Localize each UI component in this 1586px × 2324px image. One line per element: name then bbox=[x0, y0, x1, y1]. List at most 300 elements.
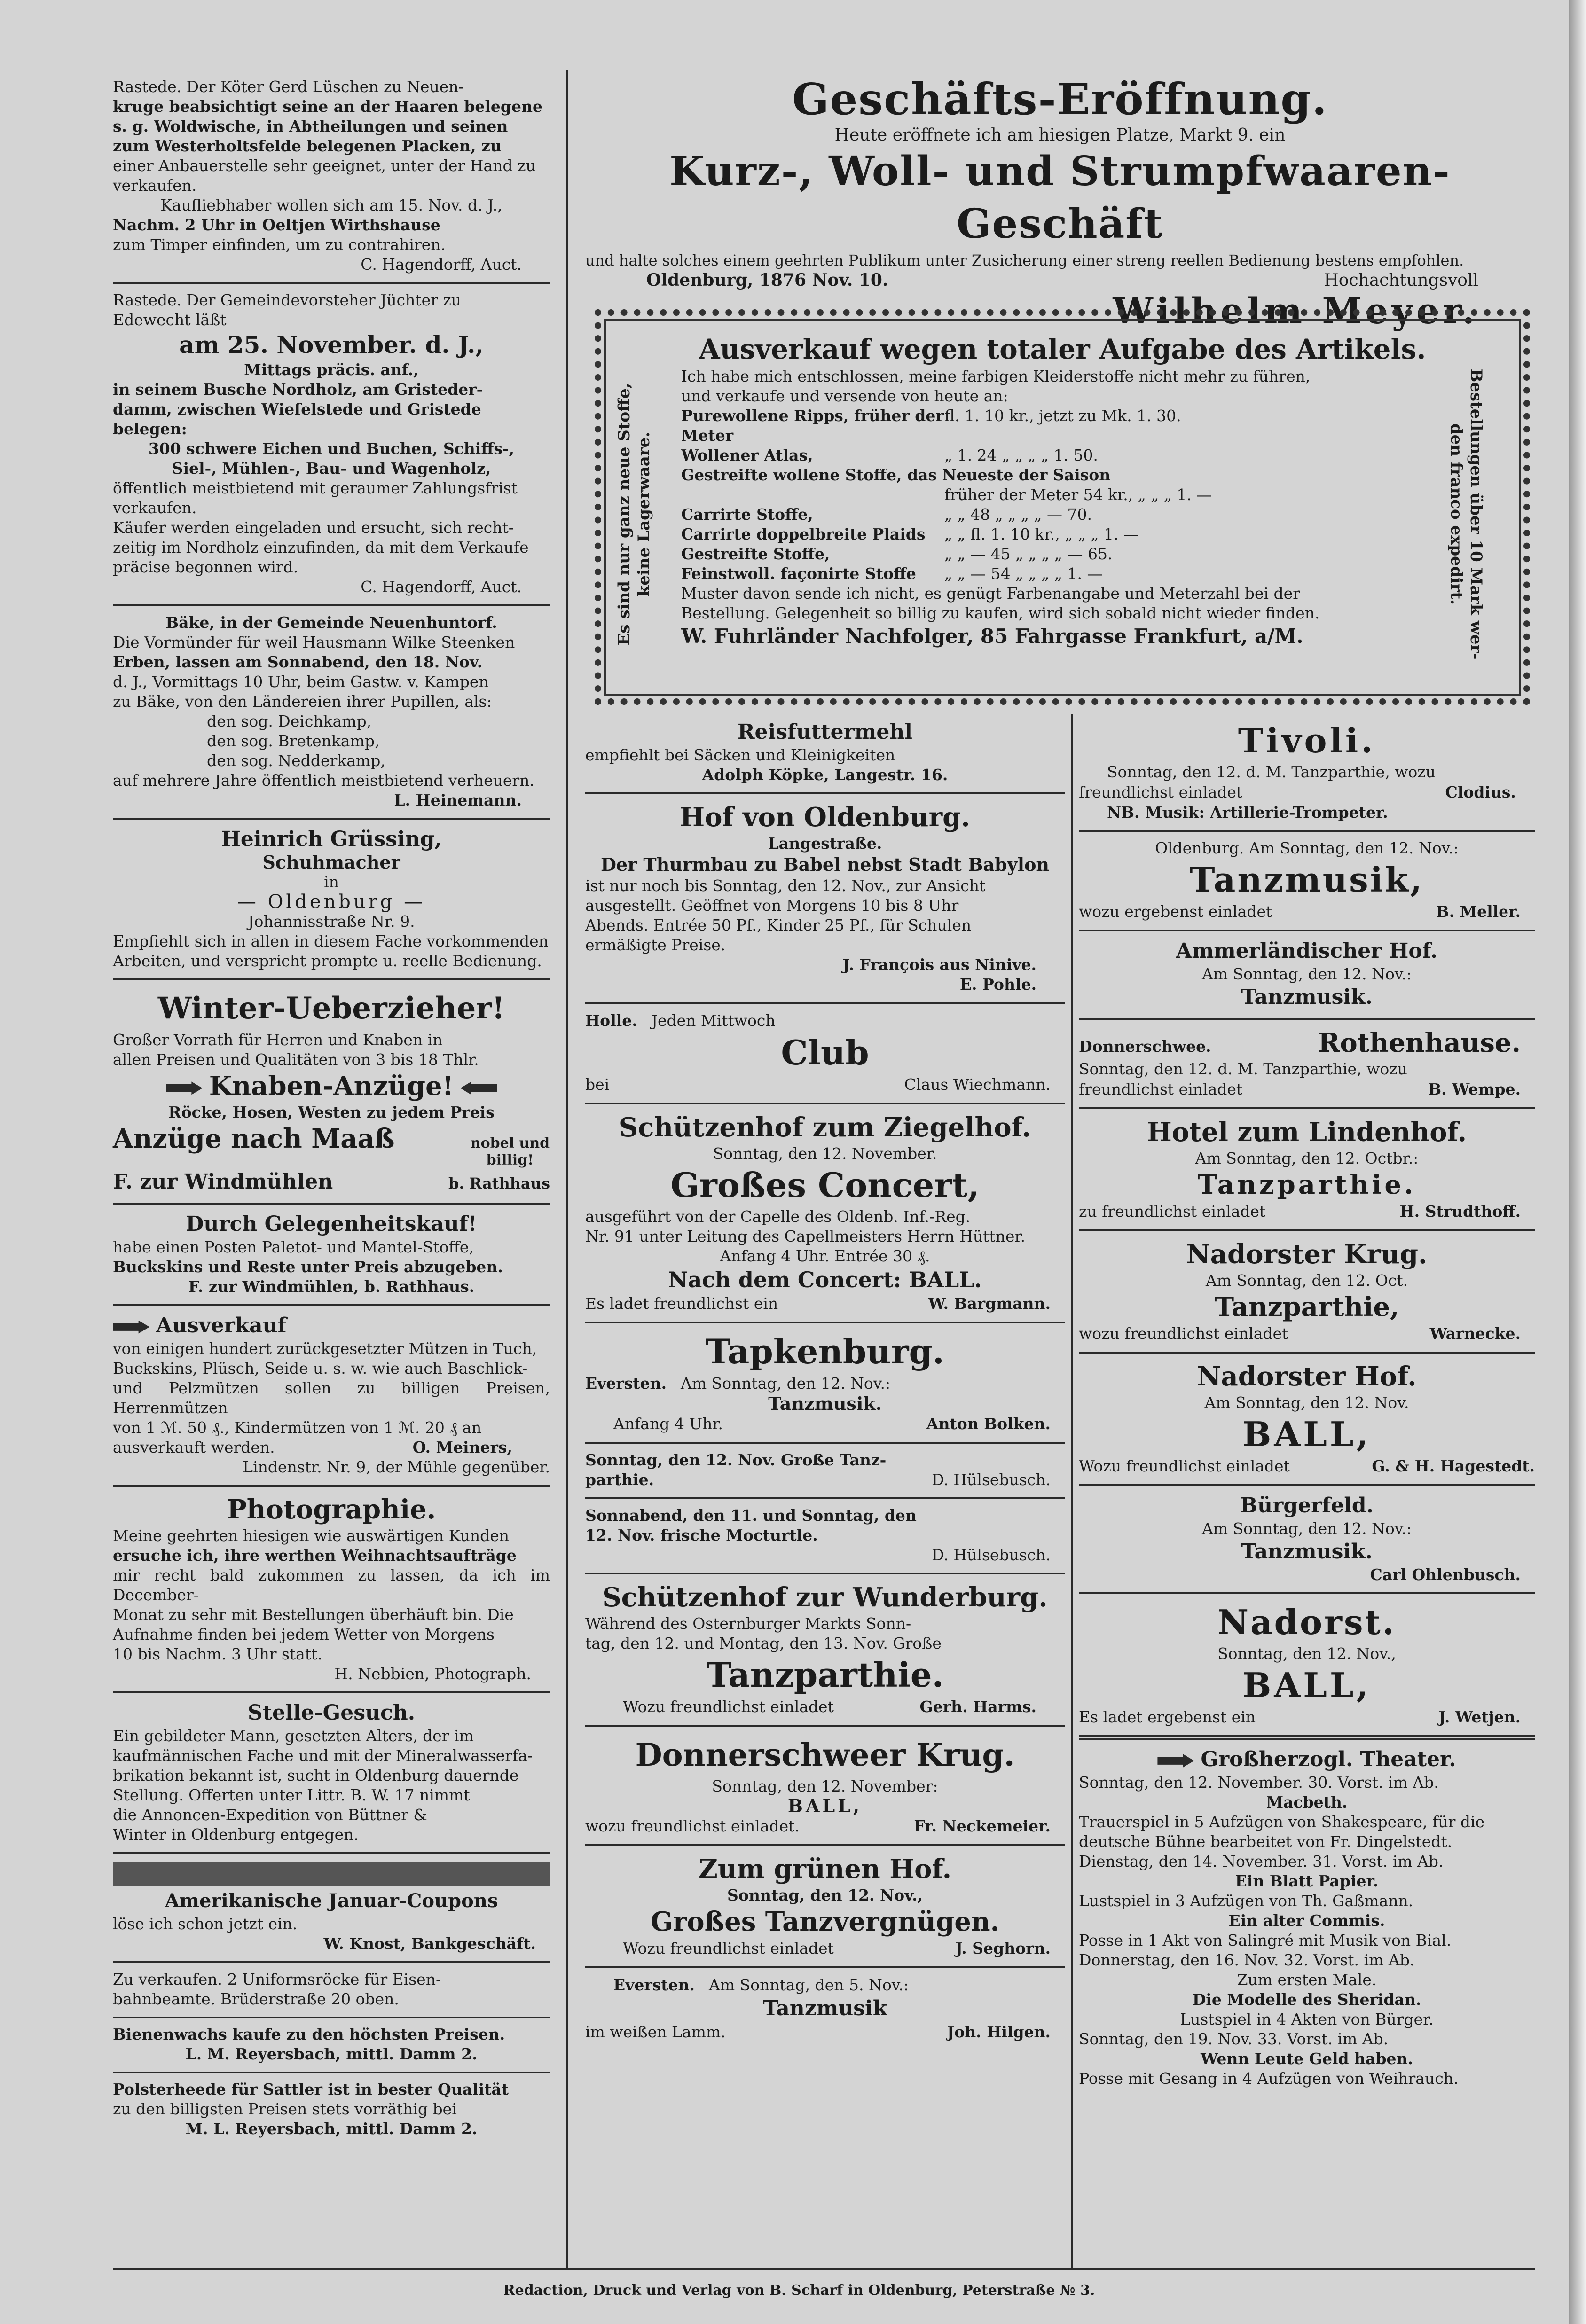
ad-row bbox=[1079, 1079, 1535, 1100]
text-line: von einigen hundert zurückgesetzter Mützen in Tuch, bbox=[113, 1339, 537, 1358]
signature: D. Hülsebusch. bbox=[932, 1546, 1051, 1564]
text-line: löse ich schon jetzt ein. bbox=[113, 1915, 298, 1933]
ad-row bbox=[585, 1414, 1065, 1434]
signature: L. Heinemann. bbox=[394, 791, 522, 809]
place: Eversten. bbox=[613, 1976, 695, 1994]
text-line: Muster davon sende ich nicht, es genügt Farbenangabe und Meterzahl bei der bbox=[681, 584, 1300, 603]
firm-name: F. zur Windmühlen bbox=[113, 1170, 333, 1194]
text-line: Arbeiten, und verspricht prompte u. reelle Bedienung. bbox=[113, 952, 542, 970]
signature: G. & H. Hagestedt. bbox=[1372, 1457, 1535, 1475]
ad-row bbox=[585, 1938, 1065, 1959]
play-title: Die Modelle des Sheridan. bbox=[1192, 1990, 1421, 2009]
text-line: Sonntag, den 12. d. M. Tanzparthie, wozu bbox=[1079, 1060, 1407, 1078]
signature: B. Meller. bbox=[1436, 902, 1521, 921]
ball: Nach dem Concert: BALL. bbox=[668, 1267, 982, 1292]
signature: H. Strudthoff. bbox=[1399, 1202, 1521, 1221]
ad-row bbox=[585, 1975, 1065, 1995]
text-line: empfiehlt bei Säcken und Kleinigkeiten bbox=[585, 746, 895, 764]
ad-headline: Großes Tanzvergnügen. bbox=[650, 1906, 1000, 1937]
ad-title: Amerikanische Januar-Coupons bbox=[165, 1890, 498, 1912]
ad-row bbox=[585, 1010, 1065, 1031]
item-price: „ „ 48 „ „ „ „ — 70. bbox=[944, 505, 1092, 524]
ad-headline: BALL, bbox=[1242, 1665, 1371, 1705]
text-line: ermäßigte Preise. bbox=[585, 936, 726, 954]
text-line: Rastede. Der Gemeindevorsteher Jüchter zu bbox=[113, 291, 462, 309]
signature: Warnecke. bbox=[1429, 1324, 1521, 1343]
item-price: „ 1. 24 „ „ „ „ 1. 50. bbox=[944, 446, 1098, 464]
ad-headline: Tanzmusik. bbox=[1241, 985, 1373, 1009]
ad-uniforms bbox=[113, 1963, 550, 2018]
ad-club bbox=[585, 1004, 1065, 1104]
column-rule-left bbox=[566, 70, 568, 2270]
text-line: zu den billigsten Preisen stets vorräthig bei bbox=[113, 2100, 457, 2118]
text-line: Kaufliebhaber wollen sich am 15. Nov. d. J., bbox=[160, 196, 502, 214]
ad-title: Heinrich Grüssing, bbox=[221, 827, 442, 851]
text-line: Am Sonntag, den 12. Nov.: bbox=[1201, 965, 1412, 983]
ad-wunderburg bbox=[585, 1574, 1065, 1727]
text-line: tag, den 12. und Montag, den 13. Nov. Große bbox=[585, 1634, 942, 1652]
item-name: Purewollene Ripps, früher der Meter bbox=[681, 407, 944, 445]
ad-buergerfeld bbox=[1079, 1486, 1535, 1594]
ad-title: Donnerschweer Krug. bbox=[635, 1737, 1015, 1773]
title-text: Ausverkauf bbox=[156, 1314, 287, 1338]
text-line: mir recht bald zukommen zu lassen, da ich im December- bbox=[113, 1566, 550, 1604]
item-name: Gestreifte Stoffe, bbox=[681, 545, 830, 563]
text-line: Winter in Oldenburg entgegen. bbox=[113, 1825, 359, 1844]
ad-title: Rothenhause. bbox=[1318, 1027, 1521, 1058]
ad-donnerschweer-krug bbox=[585, 1727, 1065, 1846]
price-list bbox=[629, 406, 1495, 584]
play-title: Wenn Leute Geld haben. bbox=[1201, 2050, 1413, 2068]
ad-headline: Tanzparthie. bbox=[1197, 1169, 1416, 1200]
left-column bbox=[113, 70, 550, 2146]
ad-padding bbox=[113, 2073, 550, 2146]
text-line: Rastede. Der Köter Gerd Lüschen zu Neuen- bbox=[113, 78, 464, 96]
place: Eversten. bbox=[585, 1374, 667, 1393]
text-line: ausverkauft werden. bbox=[113, 1438, 275, 1456]
text-line: — Oldenburg — bbox=[237, 891, 426, 913]
text-line: Lustspiel in 3 Aufzügen von Th. Gaßmann. bbox=[1079, 1892, 1413, 1910]
text-line: allen Preisen und Qualitäten von 3 bis 18 Thlr. bbox=[113, 1050, 479, 1069]
auction-time: Mittags präcis. anf., bbox=[244, 360, 419, 379]
ad-occasion bbox=[113, 1205, 550, 1306]
bottom-rule bbox=[113, 2268, 1535, 2270]
signature: Adolph Köpke, Langestr. 16. bbox=[702, 766, 948, 784]
ad-subtitle: Anzüge nach Maaß bbox=[113, 1123, 395, 1154]
text-line: Sonntag, den 12. November. bbox=[713, 1144, 937, 1163]
invite: Wozu freundlichst einladet bbox=[623, 1939, 834, 1957]
side-note-right bbox=[1446, 326, 1486, 702]
text-line: Meine geehrten hiesigen wie auswärtigen Kunden bbox=[113, 1526, 510, 1545]
text-line: Sonntag, den 12. November: bbox=[712, 1777, 938, 1795]
text-line: auf mehrere Jahre öffentlich meistbietend verheuern. bbox=[113, 771, 534, 790]
note: NB. Musik: Artillerie-Trompeter. bbox=[1107, 803, 1388, 822]
title-text: Großherzogl. Theater. bbox=[1201, 1747, 1456, 1771]
text-line: brikation bekannt ist, sucht in Oldenburg dauernde bbox=[113, 1766, 519, 1784]
text-line: Sonntag, den 12. November. 30. Vorst. im Ab. bbox=[1079, 1773, 1439, 1792]
text-line: Aufnahme finden bei jedem Wetter von Morgens bbox=[113, 1625, 495, 1643]
ad-title: Photographie. bbox=[227, 1494, 436, 1525]
ad-gruessing bbox=[113, 820, 550, 980]
text-line: zum Westerholtsfelde belegenen Placken, zu bbox=[113, 137, 502, 155]
ad-photography bbox=[113, 1487, 550, 1693]
when: Jeden Mittwoch bbox=[651, 1011, 776, 1030]
regards: Hochachtungsvoll bbox=[1324, 271, 1478, 290]
right-column bbox=[1079, 714, 1535, 2096]
ad-tanzmusik-meller bbox=[1079, 832, 1535, 931]
signature: F. zur Windmühlen, b. Rathhaus. bbox=[188, 1277, 475, 1296]
text-line: Empfiehlt sich in allen in diesem Fache vorkommenden bbox=[113, 932, 549, 950]
shop-name: Kurz-, Woll- und Strumpfwaaren-Geschäft bbox=[669, 148, 1451, 248]
text-line: und halte solches einem geehrten Publikum unter Zusicherung einer streng reellen Bedienung bestens empfohlen. bbox=[585, 251, 1464, 269]
ad-beeswax bbox=[113, 2018, 550, 2073]
text-line: Oldenburg. Am Sonntag, den 12. Nov.: bbox=[1155, 839, 1459, 857]
text-line: habe einen Posten Paletot- und Mantel-Stoffe, bbox=[113, 1238, 474, 1256]
text-line: Posse mit Gesang in 4 Aufzügen von Weihrauch. bbox=[1079, 2069, 1459, 2088]
play-title: Ein alter Commis. bbox=[1228, 1911, 1385, 1930]
text-line: Zum ersten Male. bbox=[1237, 1971, 1377, 1989]
text-line: L. M. Reyersbach, mittl. Damm 2. bbox=[185, 2045, 478, 2063]
place-date: Oldenburg, 1876 Nov. 10. bbox=[646, 270, 888, 290]
imprint-footer: Redaction, Druck und Verlag von B. Scharf in Oldenburg, Peterstraße № 3. bbox=[503, 2282, 1095, 2299]
text-line: in bbox=[324, 873, 339, 891]
ad-subtitle bbox=[113, 1070, 550, 1103]
ad-tivoli bbox=[1079, 714, 1535, 832]
text-line: damm, zwischen Wiefelstede und Gristede bbox=[113, 400, 481, 418]
text-line: deutsche Bühne bearbeitet von Fr. Dingelstedt. bbox=[1079, 1832, 1453, 1851]
item-name: Wollener Atlas, bbox=[681, 446, 813, 464]
text-line: Sonnabend, den 11. und Sonntag, den bbox=[585, 1506, 917, 1525]
ad-title: Stelle-Gesuch. bbox=[247, 1701, 416, 1725]
text-line: den sog. Deichkamp, bbox=[207, 712, 372, 730]
text-line: Am Sonntag, den 12. Nov.: bbox=[1201, 1519, 1412, 1538]
invite: zu freundlichst einladet bbox=[1079, 1202, 1266, 1221]
ad-nadorster-hof bbox=[1079, 1354, 1535, 1486]
ad-row bbox=[1079, 1707, 1535, 1728]
at: bei bbox=[585, 1075, 610, 1094]
text-line: und verkaufe und versende von heute an: bbox=[681, 387, 1008, 405]
ad-title: Nadorster Krug. bbox=[1186, 1239, 1428, 1270]
ad-huelsebusch-2 bbox=[585, 1499, 1065, 1574]
ad-headline: BALL, bbox=[1242, 1414, 1371, 1454]
text-line: Sonntag, den 19. Nov. 33. Vorst. im Ab. bbox=[1079, 2030, 1389, 2048]
item-price: „ „ — 54 „ „ „ „ 1. — bbox=[944, 564, 1103, 583]
text-line: bahnbeamte. Brüderstraße 20 oben. bbox=[113, 1990, 399, 2008]
ad-row bbox=[1079, 901, 1535, 922]
date: Am Sonntag, den 12. Nov.: bbox=[681, 1374, 891, 1393]
ad-title: Schützenhof zum Ziegelhof. bbox=[619, 1112, 1031, 1143]
ad-row bbox=[585, 1373, 1065, 1394]
text-line: Langestraße. bbox=[768, 834, 882, 853]
place: Holle. bbox=[585, 1011, 637, 1030]
signature: E. Pohle. bbox=[959, 975, 1036, 994]
ad-baeke-lease bbox=[113, 606, 550, 820]
text-line: zeitig im Nordholz einzufinden, da mit dem Verkaufe bbox=[113, 538, 529, 556]
ad-nadorst bbox=[1079, 1594, 1535, 1740]
ad-row bbox=[1079, 782, 1535, 803]
signature: Clodius. bbox=[1445, 783, 1516, 801]
auction-date: am 25. November. d. J., bbox=[179, 331, 484, 359]
ad-title: Ausverkauf wegen totaler Aufgabe des Artikels. bbox=[699, 333, 1426, 365]
text-line: Donnerstag, den 16. Nov. 32. Vorst. im Ab. bbox=[1079, 1951, 1415, 1969]
text-line: Siel-, Mühlen-, Bau- und Wagenholz, bbox=[172, 459, 491, 477]
ad-headline: Tanzmusik bbox=[762, 1996, 887, 2020]
item-price: „ „ fl. 1. 10 kr., „ „ „ 1. — bbox=[944, 525, 1139, 543]
text-line: Sonntag, den 12. d. M. Tanzparthie, wozu bbox=[1107, 763, 1436, 781]
text-line: Nachm. 2 Uhr in Oeltjen Wirthshause bbox=[113, 216, 440, 234]
column-rule-mid bbox=[1071, 714, 1073, 2270]
ad-row bbox=[585, 1697, 1065, 1717]
ad-huelsebusch-1 bbox=[585, 1444, 1065, 1499]
text-line: Dienstag, den 14. November. 31. Vorst. im Ab. bbox=[1079, 1852, 1444, 1870]
text-line: den sog. Bretenkamp, bbox=[207, 732, 380, 750]
side-line: Bestellungen über 10 Mark wer- bbox=[1467, 368, 1485, 660]
invite: Wozu freundlichst einladet bbox=[1079, 1457, 1290, 1475]
text-line: Am Sonntag, den 12. Nov. bbox=[1204, 1393, 1409, 1412]
play-title: Ein Blatt Papier. bbox=[1235, 1872, 1379, 1890]
text-line: Käufer werden eingeladen und ersucht, sich recht- bbox=[113, 518, 514, 537]
play-title: Macbeth. bbox=[1266, 1793, 1348, 1811]
text-line: die Annoncen-Expedition von Büttner & bbox=[113, 1806, 427, 1824]
ad-row bbox=[585, 1816, 1065, 1837]
text-line: Die Vormünder für weil Hausmann Wilke Steenken bbox=[113, 633, 515, 651]
text-line: kaufmännischen Fache und mit der Mineralwasserfa- bbox=[113, 1746, 533, 1765]
text-line: einer Anbauerstelle sehr geeignet, unter der Hand zu bbox=[113, 156, 536, 175]
ad-title: Ammerländischer Hof. bbox=[1176, 939, 1438, 963]
text-line: verkaufen. bbox=[113, 176, 197, 195]
signature: Joh. Hilgen. bbox=[947, 2023, 1051, 2041]
price-row bbox=[681, 485, 1495, 505]
signature: Claus Wiechmann. bbox=[904, 1075, 1051, 1094]
text-line: Sonntag, den 12. Nov., bbox=[1217, 1644, 1396, 1663]
ad-title: Tivoli. bbox=[1238, 720, 1376, 760]
text-line: ersuche ich, ihre werthen Weihnachtsaufträge bbox=[113, 1546, 517, 1565]
signature: H. Nebbien, Photograph. bbox=[334, 1665, 531, 1683]
text-line: Polsterheede für Sattler ist in bester Qualität bbox=[113, 2080, 509, 2098]
decorative-bar bbox=[113, 1862, 550, 1886]
signature: W. Fuhrländer Nachfolger, 85 Fahrgasse Frankfurt, a/M. bbox=[681, 625, 1303, 648]
ad-title: Durch Gelegenheitskauf! bbox=[186, 1212, 477, 1236]
text-line: parthie. bbox=[585, 1471, 654, 1489]
text-line: kruge beabsichtigt seine an der Haaren belegene bbox=[113, 97, 542, 116]
ad-reisfuttermehl bbox=[585, 714, 1065, 794]
text-line: Röcke, Hosen, Westen zu jedem Preis bbox=[168, 1103, 495, 1121]
item-price: früher der Meter 54 kr., „ „ „ 1. — bbox=[944, 485, 1212, 504]
item-price: „ „ — 45 „ „ „ „ — 65. bbox=[944, 545, 1113, 563]
invite: freundlichst einladet bbox=[1079, 1080, 1243, 1098]
ad-gruener-hof bbox=[585, 1846, 1065, 1968]
ad-tapkenburg bbox=[585, 1323, 1065, 1444]
text-line: Edewecht läßt bbox=[113, 311, 227, 329]
ad-title: Reisfuttermehl bbox=[737, 720, 913, 744]
signature: W. Bargmann. bbox=[928, 1294, 1051, 1313]
clearance-sale-box bbox=[595, 309, 1530, 705]
ad-headline: Tanzmusik. bbox=[768, 1393, 882, 1414]
signature: O. Meiners, bbox=[412, 1438, 512, 1456]
text-line: Buckskins, Plüsch, Seide u. s. w. wie auch Baschlick- bbox=[113, 1359, 528, 1377]
firm-address: b. Rathhaus bbox=[448, 1174, 550, 1192]
side-note-left bbox=[614, 326, 654, 702]
invite: Wozu freundlichst einladet bbox=[623, 1698, 834, 1716]
text-line: 300 schwere Eichen und Buchen, Schiffs-, bbox=[148, 439, 515, 458]
text-line: Anfang 4 Uhr. Entrée 30 ₰. bbox=[720, 1247, 930, 1265]
ad-headline: Der Thurmbau zu Babel nebst Stadt Babylon bbox=[600, 854, 1050, 875]
text-line: Erben, lassen am Sonnabend, den 18. Nov. bbox=[113, 653, 483, 671]
invite: Es ladet freundlichst ein bbox=[585, 1294, 778, 1313]
top-right-section bbox=[585, 73, 1535, 332]
ad-row bbox=[585, 1293, 1065, 1314]
text-line: Sonntag, den 12. Nov. Große Tanz- bbox=[585, 1451, 887, 1469]
ad-title: Hotel zum Lindenhof. bbox=[1146, 1117, 1467, 1148]
item-name: Gestreifte wollene Stoffe, das Neueste der Saison bbox=[681, 466, 1111, 484]
signature: C. Hagendorff, Auct. bbox=[361, 255, 522, 274]
ad-title: Nadorster Hof. bbox=[1197, 1361, 1417, 1392]
address: Lindenstr. Nr. 9, der Mühle gegenüber. bbox=[243, 1458, 550, 1476]
signature: Fr. Neckemeier. bbox=[914, 1817, 1051, 1835]
ad-row bbox=[1079, 1323, 1535, 1344]
signature: J. Seghorn. bbox=[955, 1939, 1051, 1957]
text-line: öffentlich meistbietend mit geraumer Zahlungsfrist bbox=[113, 479, 518, 497]
text-line: Ich habe mich entschlossen, meine farbigen Kleiderstoffe nicht mehr zu führen, bbox=[681, 367, 1311, 385]
ad-row bbox=[1079, 1201, 1535, 1222]
ad-hof-von-oldenburg bbox=[585, 794, 1065, 1004]
text-line: Bienenwachs kaufe zu den höchsten Preisen. bbox=[113, 2025, 505, 2043]
ad-caps-sale bbox=[113, 1306, 550, 1487]
ad-row bbox=[585, 2022, 1065, 2042]
signature: Gerh. Harms. bbox=[919, 1698, 1036, 1716]
text-line: ausgestellt. Geöffnet von Morgens 10 bis 8 Uhr bbox=[585, 896, 959, 915]
item-price: fl. 1. 10 kr., jetzt zu Mk. 1. 30. bbox=[944, 407, 1181, 425]
ad-title bbox=[113, 1313, 550, 1339]
text-line: Heute eröffnete ich am hiesigen Platze, Markt 9. ein bbox=[834, 125, 1286, 145]
text-line: 10 bis Nachm. 3 Uhr statt. bbox=[113, 1645, 322, 1663]
ad-title: Club bbox=[781, 1033, 869, 1072]
ad-ammerlaendischer-hof bbox=[1079, 931, 1535, 1020]
ad-job-wanted bbox=[113, 1693, 550, 1854]
side-line: Es sind nur ganz neue Stoffe, bbox=[615, 383, 634, 646]
at: im weißen Lamm. bbox=[585, 2023, 726, 2041]
invite: wozu ergebenst einladet bbox=[1079, 902, 1272, 921]
item-name bbox=[681, 485, 944, 505]
signature: J. Wetjen. bbox=[1438, 1708, 1521, 1726]
ad-headline: Tanzparthie. bbox=[706, 1655, 944, 1695]
price-row bbox=[681, 544, 1495, 564]
pointing-hand-icon bbox=[166, 1081, 203, 1095]
text-line: Am Sonntag, den 12. Octbr.: bbox=[1195, 1149, 1419, 1167]
text-line: Schuhmacher bbox=[262, 852, 400, 873]
price-row bbox=[681, 524, 1495, 544]
place: Donnerschwee. bbox=[1079, 1037, 1211, 1056]
text-line: Lustspiel in 4 Akten von Bürger. bbox=[1180, 2010, 1434, 2028]
text-line: Johannisstraße Nr. 9. bbox=[248, 912, 415, 931]
signature: C. Hagendorff, Auct. bbox=[361, 578, 522, 596]
pointing-hand-icon bbox=[113, 1321, 149, 1334]
ad-headline: Tanzparthie, bbox=[1214, 1291, 1399, 1322]
ad-row bbox=[113, 1122, 550, 1169]
ad-row bbox=[1079, 1456, 1535, 1477]
text-line: Trauerspiel in 5 Aufzügen von Shakespeare, für die bbox=[1079, 1813, 1485, 1831]
item-name: Feinstwoll. façonirte Stoffe bbox=[681, 564, 916, 583]
text-line: Bäke, in der Gemeinde Neuenhuntorf. bbox=[165, 613, 497, 632]
item-name: Carrirte doppelbreite Plaids bbox=[681, 525, 926, 543]
ad-row bbox=[585, 270, 1535, 290]
text-line: Nr. 91 unter Leitung des Capellmeisters Herrn Hüttner. bbox=[585, 1227, 1026, 1245]
ad-title: Bürgerfeld. bbox=[1240, 1494, 1374, 1518]
ad-headline: Großes Concert, bbox=[670, 1165, 980, 1205]
text-line: den sog. Nedderkamp, bbox=[207, 751, 385, 770]
page-edge bbox=[1569, 0, 1586, 2324]
ad-headline: BALL, bbox=[787, 1795, 863, 1816]
signature: D. Hülsebusch. bbox=[932, 1471, 1051, 1489]
price-row bbox=[681, 406, 1495, 446]
text-line: Sonntag, den 12. Nov., bbox=[727, 1886, 923, 1904]
price-row bbox=[681, 446, 1495, 465]
ad-row bbox=[1079, 1026, 1535, 1059]
ad-title: Zum grünen Hof. bbox=[698, 1854, 952, 1885]
ad-title: Winter-Ueberzieher! bbox=[157, 991, 505, 1026]
side-line: keine Lagerwaare. bbox=[635, 431, 653, 597]
ad-title: Geschäfts-Eröffnung. bbox=[792, 74, 1328, 125]
text-line: Abends. Entrée 50 Pf., Kinder 25 Pf., für Schulen bbox=[585, 916, 972, 934]
text-line: verkaufen. bbox=[113, 499, 197, 517]
ad-headline: Tanzmusik. bbox=[1241, 1540, 1373, 1564]
merchant-name: Wilhelm Meyer. bbox=[1113, 290, 1478, 332]
start: Anfang 4 Uhr. bbox=[613, 1415, 723, 1433]
text-line: und Pelzmützen sollen zu billigen Preisen, Herrenmützen bbox=[113, 1379, 550, 1417]
ad-title: Hof von Oldenburg. bbox=[680, 802, 970, 833]
text-line: M. L. Reyersbach, mittl. Damm 2. bbox=[185, 2120, 478, 2138]
text-line: Monat zu sehr mit Bestellungen überhäuft bin. Die bbox=[113, 1605, 514, 1624]
text-line: zu Bäke, von den Ländereien ihrer Pupillen, als: bbox=[113, 692, 492, 711]
middle-column bbox=[585, 714, 1065, 2050]
ad-rothenhause bbox=[1079, 1020, 1535, 1109]
ad-title: Nadorst. bbox=[1217, 1602, 1396, 1642]
text-line: von 1 ℳ. 50 ₰., Kindermützen von 1 ℳ. 20 ₰ an bbox=[113, 1418, 482, 1437]
text-line: Posse in 1 Akt von Salingré mit Musik von Bial. bbox=[1079, 1931, 1452, 1949]
invite: Es ladet ergebenst ein bbox=[1079, 1708, 1256, 1726]
ad-title: Schützenhof zur Wunderburg. bbox=[602, 1582, 1048, 1613]
text-line: Buckskins und Reste unter Preis abzugeben. bbox=[113, 1258, 503, 1276]
item-name: Carrirte Stoffe, bbox=[681, 505, 813, 524]
ad-lindenhof bbox=[1079, 1109, 1535, 1231]
text-line: s. g. Woldwische, in Abtheilungen und seinen bbox=[113, 117, 508, 135]
ad-weisses-lamm bbox=[585, 1968, 1065, 2050]
pointing-hand-icon bbox=[460, 1081, 497, 1095]
text-line: Bestellung. Gelegenheit so billig zu kaufen, wird sich sobald nicht wieder finden. bbox=[681, 604, 1320, 622]
ad-title bbox=[1079, 1746, 1535, 1773]
ad-rastede-woldwische bbox=[113, 70, 550, 284]
text-line: 12. Nov. frische Mocturtle. bbox=[585, 1526, 818, 1544]
text-line: präcise begonnen wird. bbox=[113, 558, 298, 576]
text-line: in seinem Busche Nordholz, am Gristeder- bbox=[113, 380, 483, 399]
ad-theater bbox=[1079, 1740, 1535, 2096]
pointing-hand-icon bbox=[1157, 1754, 1194, 1768]
date: Am Sonntag, den 5. Nov.: bbox=[709, 1976, 909, 1994]
signature: Carl Ohlenbusch. bbox=[1370, 1565, 1521, 1584]
price-row bbox=[681, 505, 1495, 524]
text-line: ist nur noch bis Sonntag, den 12. Nov., zur Ansicht bbox=[585, 876, 986, 895]
side-line: den franco expedirt. bbox=[1447, 423, 1466, 605]
note: nobel und billig! bbox=[470, 1135, 550, 1168]
ad-ziegelhof bbox=[585, 1104, 1065, 1323]
ad-title: Tapkenburg. bbox=[706, 1331, 944, 1371]
signature: J. François aus Ninive. bbox=[842, 955, 1036, 974]
ad-row bbox=[585, 1074, 1065, 1095]
invite: wozu freundlichst einladet bbox=[1079, 1324, 1288, 1343]
signature: B. Wempe. bbox=[1428, 1080, 1521, 1098]
text-line: d. J., Vormittags 10 Uhr, beim Gastw. v. Kampen bbox=[113, 673, 489, 691]
text-line: Großer Vorrath für Herren und Knaben in bbox=[113, 1031, 443, 1049]
